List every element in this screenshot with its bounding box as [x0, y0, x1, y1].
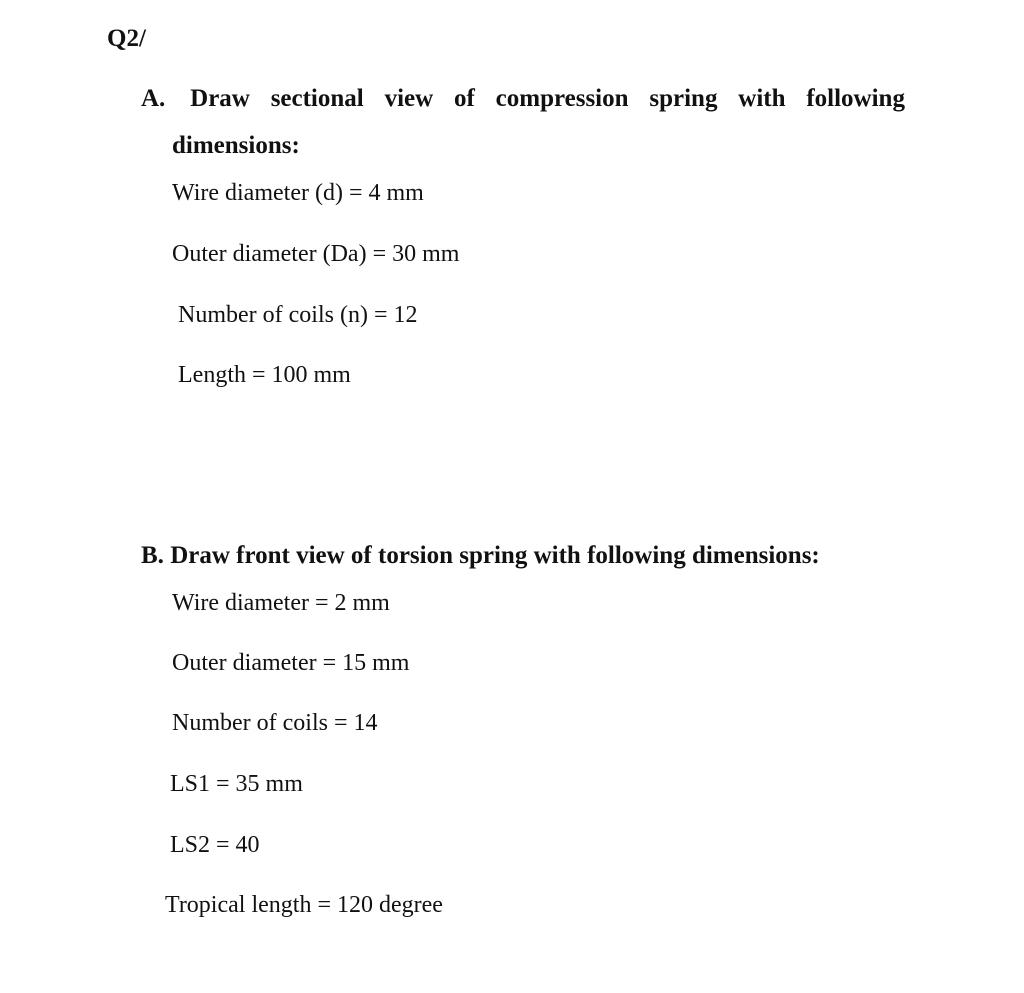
heading-word: of	[454, 85, 475, 112]
heading-word: with	[738, 85, 786, 112]
part-a-item-outer-diameter: Outer diameter (Da) = 30 mm	[172, 241, 460, 267]
part-a-item-wire-diameter: Wire diameter (d) = 4 mm	[172, 180, 424, 206]
part-b-item-outer-diameter: Outer diameter = 15 mm	[172, 650, 410, 676]
heading-word: Draw	[190, 85, 250, 112]
heading-word: sectional	[270, 85, 364, 112]
heading-word: view	[384, 85, 434, 112]
part-a-heading-continued: dimensions:	[172, 132, 300, 159]
part-b-marker: B.	[141, 542, 164, 569]
question-label: Q2/	[107, 25, 146, 52]
part-a-marker: A.	[141, 85, 166, 112]
heading-word: spring	[649, 85, 718, 112]
part-b-item-number-of-coils: Number of coils = 14	[172, 710, 378, 736]
part-b-heading-text: Draw front view of torsion spring with following dimensions:	[170, 542, 820, 569]
part-b-item-ls1: LS1 = 35 mm	[170, 771, 303, 797]
heading-word: following	[806, 85, 905, 112]
part-a-item-number-of-coils: Number of coils (n) = 12	[178, 302, 418, 328]
part-b-heading	[141, 541, 820, 571]
part-b-item-wire-diameter: Wire diameter = 2 mm	[172, 590, 390, 616]
part-b-item-ls2: LS2 = 40	[170, 832, 260, 858]
heading-word: compression	[495, 85, 629, 112]
part-b-item-tropical-length: Tropical length = 120 degree	[165, 892, 443, 918]
part-a-item-length: Length = 100 mm	[178, 362, 351, 388]
part-a-heading	[141, 84, 905, 114]
